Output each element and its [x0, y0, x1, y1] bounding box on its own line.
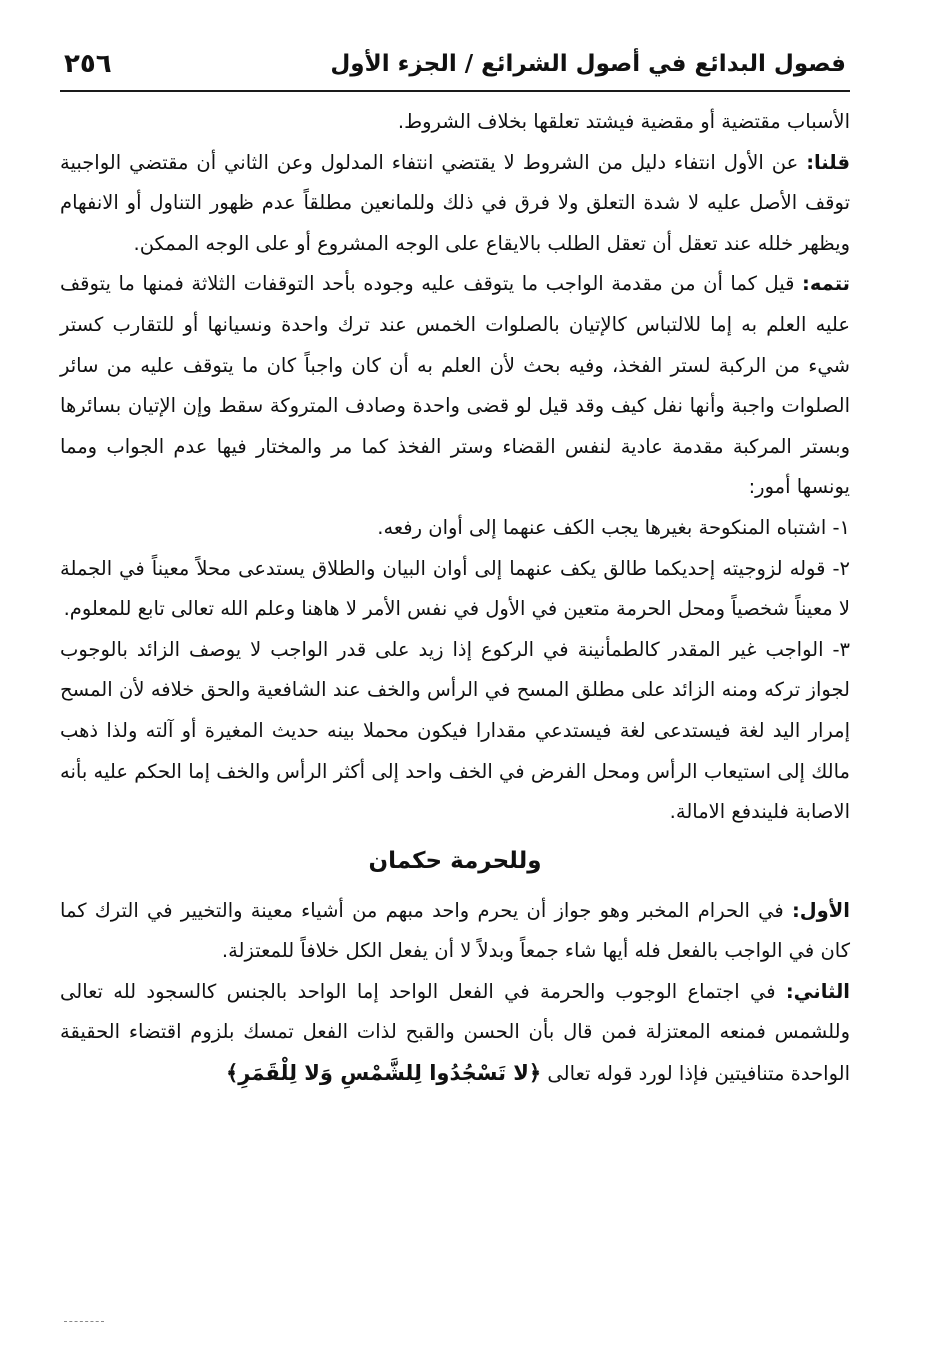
paragraph-text: ٣- الواجب غير المقدر كالطمأنينة في الركوع إذا زيد على قدر الواجب لا يوصف الزائد بالوجوب لجواز تركه ومنه الزائد على مطلق المسح في الرأس والخف عند الشافعية والحق خلافه لأن المسح إمرار اليد لغة فيستدعى لغة فيستدعي مقدارا فيكون محملا بينه حديث المغيرة أو آلته ولذا ذهب مالك إلى استيعاب الرأس ومحل الفرض في الخف واحد إلى أكثر الرأس والخف إما الحكم عليه بأنه الاصابة فليندفع الامالة. [60, 637, 850, 824]
list-item-1 [60, 508, 850, 549]
paragraph-lead: تتمه: [802, 272, 850, 296]
paragraph-text: ١- اشتباه المنكوحة بغيرها يجب الكف عنهما إلى أوان رفعه. [377, 515, 850, 539]
paragraph-text: في اجتماع الوجوب والحرمة في الفعل الواحد إما الواحد بالجنس كالسجود لله تعالى وللشمس فمنعه المعتزلة فمن قال بأن الحسن والقبح لذات الفعل تمسك بلزوم اقتضاء الحقيقة الواحدة متنافيتين فإذا لورد قوله تعالى [60, 979, 850, 1086]
paragraph-lead: الثاني: [785, 979, 850, 1003]
page-number: ٢٥٦ [64, 49, 112, 79]
paragraph-text: ٢- قوله لزوجيته إحديكما طالق يكف عنهما إلى أوان البيان والطلاق يستدعى محلاً معيناً في الجملة لا معيناً شخصياً ومحل الحرمة متعين في الأول في نفس الأمر لا هاهنا وعلم الله تعالى تابع للمعلوم. [60, 556, 850, 621]
paragraph-lead: الأول: [791, 898, 850, 922]
paragraph-1 [60, 102, 850, 143]
quran-verse: ﴿لا تَسْجُدُوا لِلشَّمْسِ وَلا لِلْقَمَرِ﴾ [225, 1061, 542, 1086]
list-item-2 [60, 549, 850, 630]
paragraph-second-ruling [60, 972, 850, 1095]
paragraph-text: قيل كما أن من مقدمة الواجب ما يتوقف عليه وجوده بأحد التوقفات الثلاثة فمنها ما يتوقف عليه العلم به إما للالتباس كالإتيان بالصلوات الخمس عند ترك واحدة ونسيانها أو للتقارب كستر شيء من الركبة لستر الفخذ، وفيه بحث لأن العلم به أن كان واجباً كان ما يتوقف عليه من سائر الصلوات واجبة وأنها نفل كيف وقد قيل لو قضى واحدة وصادف المتروكة سقط وإن الإتيان بسائرها وبستر المركبة مقدمة عادية لنفس القضاء وستر الفخذ كما مر والمختار فيها عدم الجواب ومما يونسها أمور: [60, 272, 850, 499]
running-title: فصول البدائع في أصول الشرائع / الجزء الأول [330, 51, 846, 77]
paragraph-text: عن الأول انتفاء دليل من الشروط لا يقتضي انتفاء المدلول وعن الثاني أن مقتضي الواجبية توقف الأصل عليه لا شدة التعلق ولا فرق في ذلك وللمانعين مطلقاً عدم ظهور التناول أو الانفهام ويظهر خلله عند تعقل أن تعقل الطلب بالايقاع على الوجه المشروع أو على الوجه الممكن. [60, 150, 850, 255]
book-page [60, 38, 850, 1328]
paragraph-lead: قلنا: [806, 150, 850, 174]
footer-rule [64, 1321, 104, 1322]
paragraph-text: الأسباب مقتضية أو مقضية فيشتد تعلقها بخلاف الشروط. [397, 110, 850, 133]
page-body [60, 102, 850, 1095]
paragraph-3 [60, 264, 850, 508]
paragraph-text: في الحرام المخبر وهو جواز أن يحرم واحد مبهم من أشياء معينة والتخيير في الترك كما كان في الواجب بالفعل فله أيها شاء جمعاً وبدلاً لا أن يفعل الكل خلافاً للمعتزلة. [60, 898, 850, 963]
list-item-3 [60, 630, 850, 833]
paragraph-first-ruling [60, 891, 850, 972]
section-heading: وللحرمة حكمان [368, 847, 542, 874]
page-header [60, 38, 850, 92]
paragraph-2 [60, 143, 850, 265]
